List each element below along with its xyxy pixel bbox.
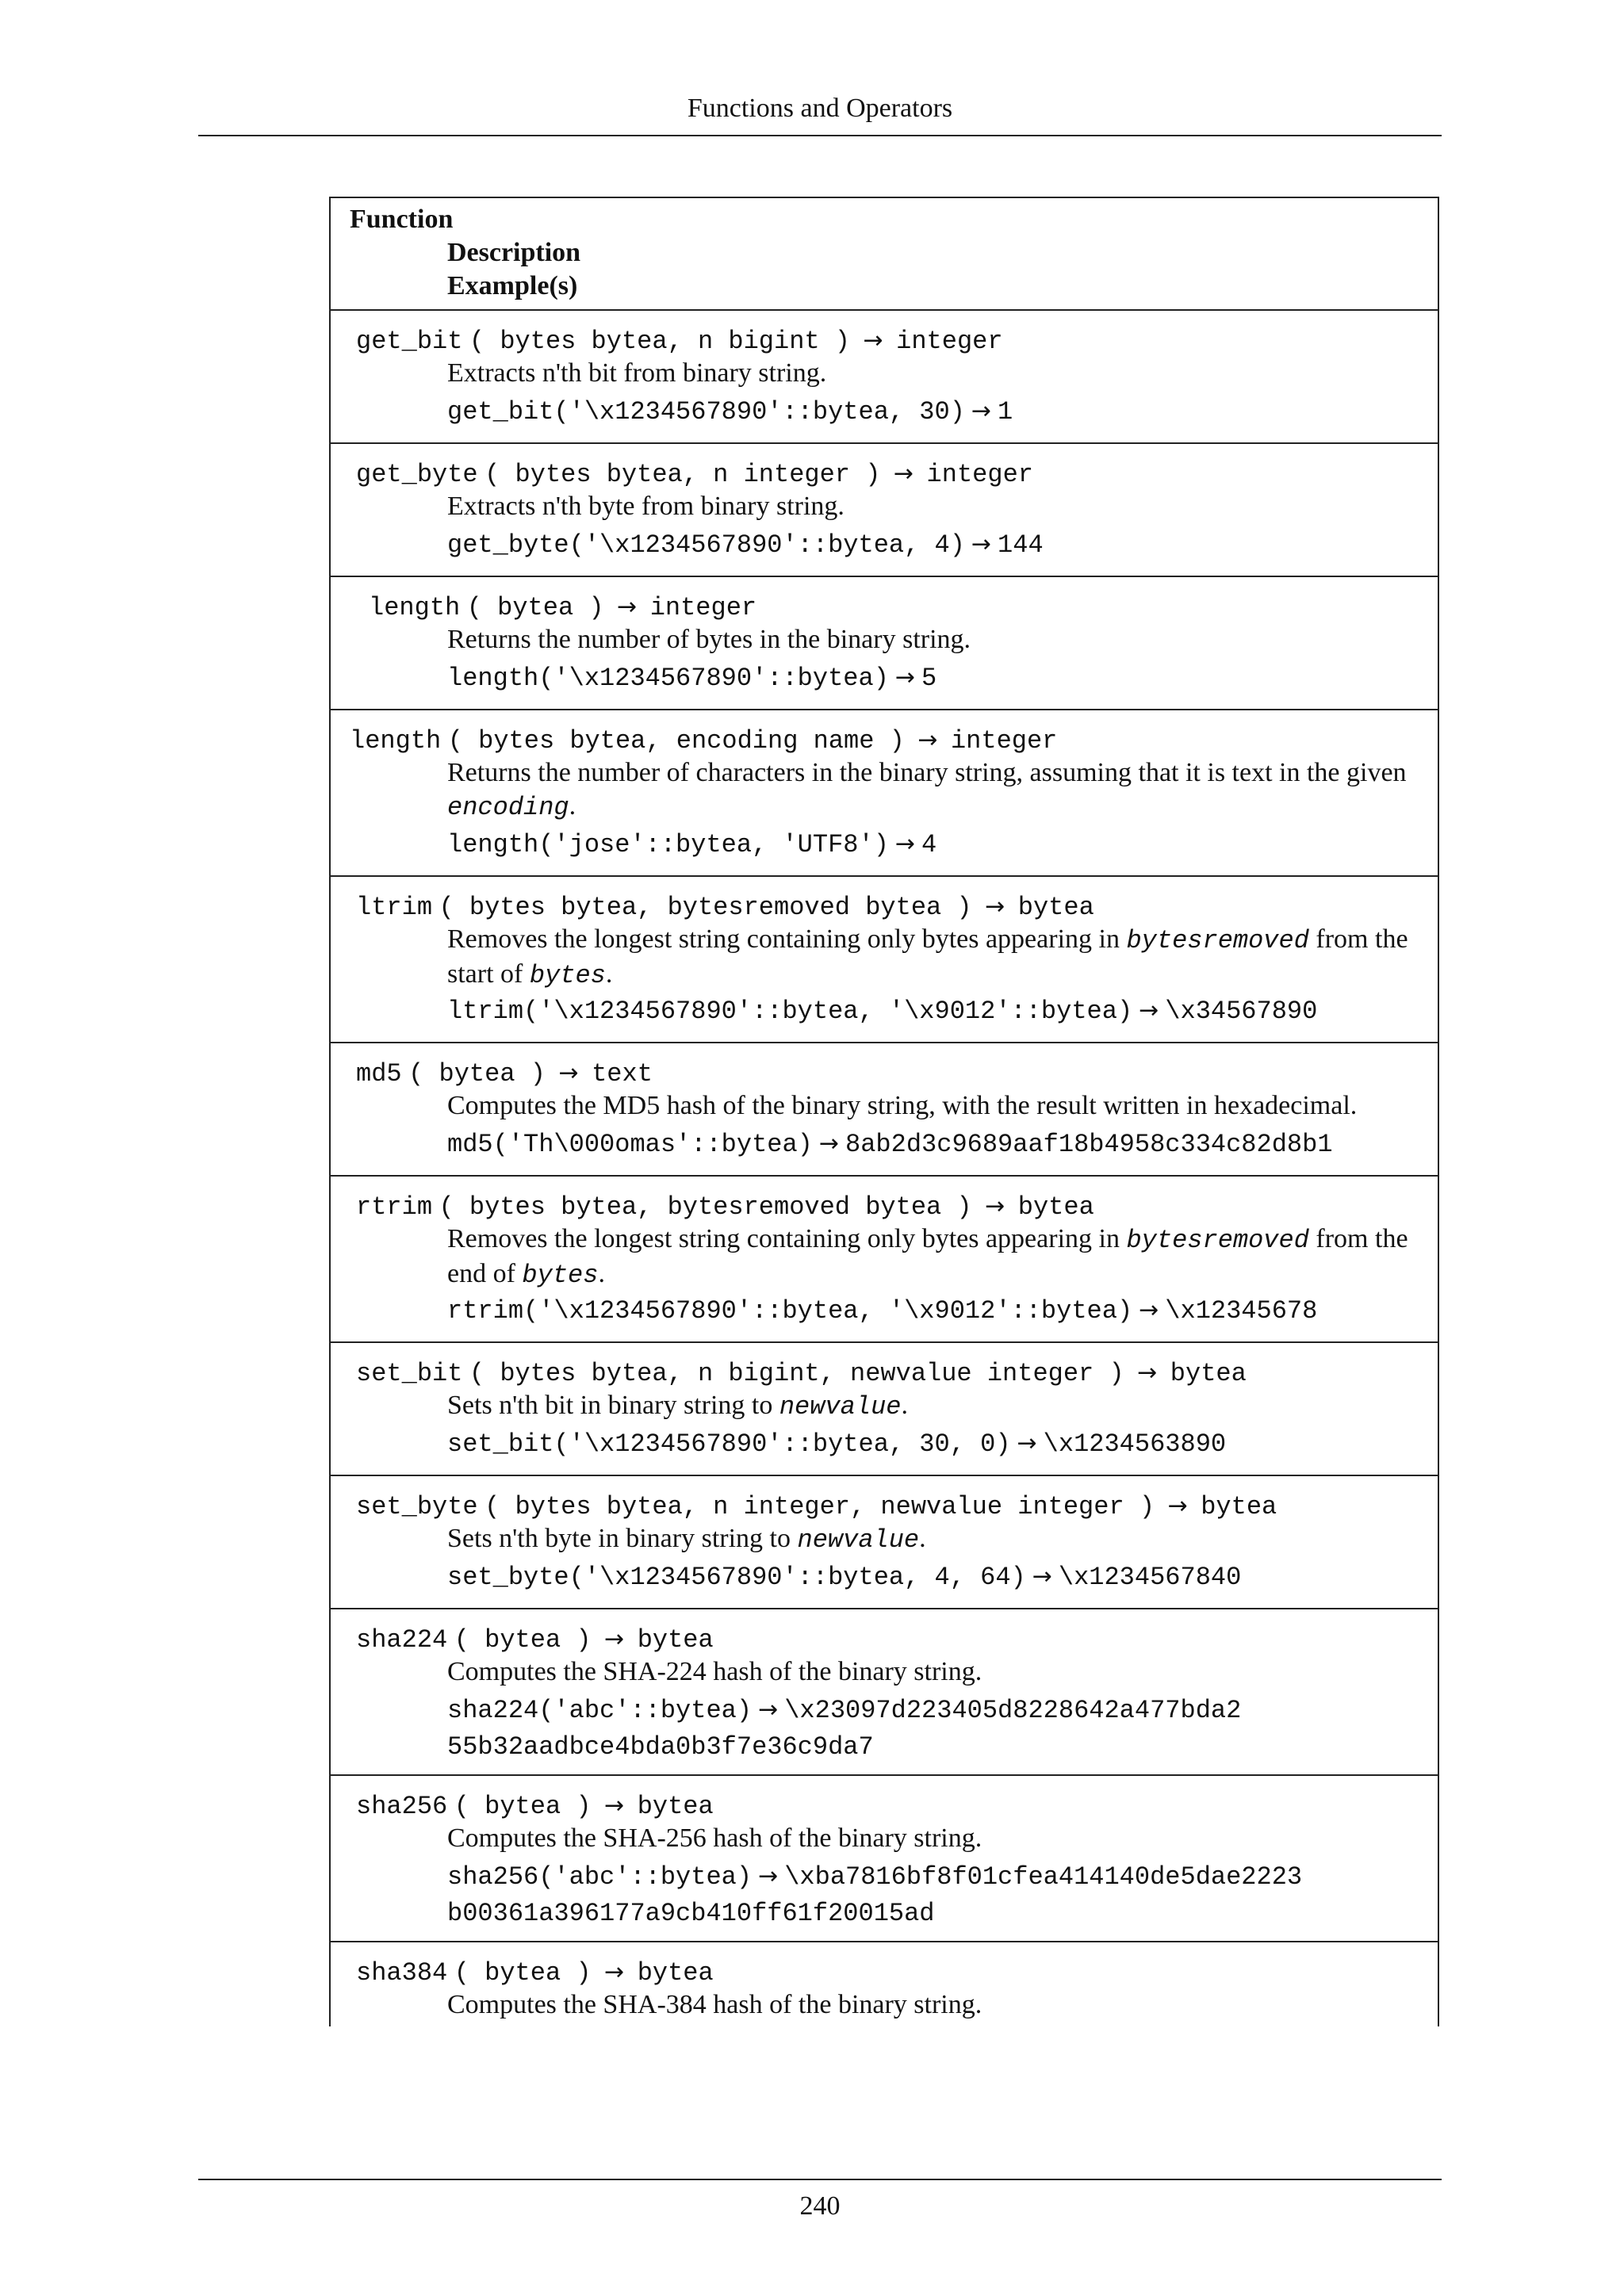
function-signature: set_bit ( bytes bytea, n bigint, newvalue integer ) → bytea <box>356 1359 1247 1388</box>
table-row <box>331 444 1438 577</box>
function-example: length('jose'::bytea, 'UTF8') → 4 <box>447 830 937 859</box>
header-function: Function <box>350 205 454 234</box>
function-example: set_bit('\x1234567890'::bytea, 30, 0) → \x1234563890 <box>447 1429 1227 1459</box>
function-description: Computes the SHA-224 hash of the binary string. <box>447 1657 982 1686</box>
table-header <box>331 198 1438 311</box>
function-example: length('\x1234567890'::bytea) → 5 <box>447 664 937 693</box>
function-signature: length ( bytea ) → integer <box>369 593 757 622</box>
function-description: Extracts n'th bit from binary string. <box>447 358 827 388</box>
function-description: Removes the longest string containing only bytes appearing in bytesremoved from the start of bytes. <box>447 924 1408 990</box>
page-number: 240 <box>799 2191 841 2221</box>
table-row <box>331 1776 1438 1942</box>
table-row <box>331 1177 1438 1343</box>
table-row <box>331 877 1438 1043</box>
function-example: sha256('abc'::bytea) → \xba7816bf8f01cfea414140de5dae2223 b00361a396177a9cb410ff61f20015ad <box>447 1862 1303 1928</box>
table-row <box>331 710 1438 877</box>
table-row <box>331 311 1438 444</box>
header-examples: Example(s) <box>447 271 578 300</box>
table-row <box>331 1476 1438 1609</box>
function-description: Computes the SHA-256 hash of the binary string. <box>447 1823 982 1853</box>
function-signature: rtrim ( bytes bytea, bytesremoved bytea ) → bytea <box>356 1192 1094 1222</box>
header-title: Functions and Operators <box>687 94 953 123</box>
function-signature: sha256 ( bytea ) → bytea <box>356 1792 714 1821</box>
function-description: Extracts n'th byte from binary string. <box>447 492 845 521</box>
table-row <box>331 1343 1438 1476</box>
function-signature: ltrim ( bytes bytea, bytesremoved bytea ) → bytea <box>356 893 1094 922</box>
table-row <box>331 1609 1438 1776</box>
page-footer <box>198 2179 1442 2221</box>
function-example: ltrim('\x1234567890'::bytea, '\x9012'::bytea) → \x34567890 <box>447 997 1318 1026</box>
function-description: Sets n'th byte in binary string to newvalue. <box>447 1524 926 1555</box>
function-example: md5('Th\000omas'::bytea) → 8ab2d3c9689aaf18b4958c334c82d8b1 <box>447 1130 1333 1159</box>
function-example: set_byte('\x1234567890'::bytea, 4, 64) → \x1234567840 <box>447 1563 1242 1592</box>
function-example: sha224('abc'::bytea) → \x23097d223405d8228642a477bda2 55b32aadbce4bda0b3f7e36c9da7 <box>447 1696 1242 1762</box>
function-signature: sha384 ( bytea ) → bytea <box>356 1958 714 1988</box>
page-header <box>198 94 1442 136</box>
function-description: Computes the SHA-384 hash of the binary string. <box>447 1990 982 2019</box>
function-signature: sha224 ( bytea ) → bytea <box>356 1625 714 1655</box>
function-description: Removes the longest string containing only bytes appearing in bytesremoved from the end of bytes. <box>447 1224 1408 1290</box>
function-description: Sets n'th bit in binary string to newvalue. <box>447 1391 908 1422</box>
function-description: Returns the number of characters in the binary string, assuming that it is text in the given encoding. <box>447 758 1407 822</box>
function-signature: set_byte ( bytes bytea, n integer, newvalue integer ) → bytea <box>356 1492 1277 1521</box>
function-signature: get_bit ( bytes bytea, n bigint ) → integer <box>356 327 1003 356</box>
function-example: rtrim('\x1234567890'::bytea, '\x9012'::bytea) → \x12345678 <box>447 1296 1318 1326</box>
header-description: Description <box>447 238 581 267</box>
function-signature: md5 ( bytea ) → text <box>356 1059 653 1089</box>
function-example: get_byte('\x1234567890'::bytea, 4) → 144 <box>447 530 1044 560</box>
function-description: Returns the number of bytes in the binary string. <box>447 625 971 654</box>
table-row <box>331 1942 1438 2026</box>
table-row <box>331 577 1438 710</box>
function-signature: length ( bytes bytea, encoding name ) → integer <box>350 726 1058 756</box>
table-row <box>331 1043 1438 1177</box>
function-signature: get_byte ( bytes bytea, n integer ) → integer <box>356 460 1033 489</box>
function-table <box>329 197 1439 2026</box>
function-description: Computes the MD5 hash of the binary string, with the result written in hexadecimal. <box>447 1091 1358 1120</box>
function-example: get_bit('\x1234567890'::bytea, 30) → 1 <box>447 397 1013 427</box>
